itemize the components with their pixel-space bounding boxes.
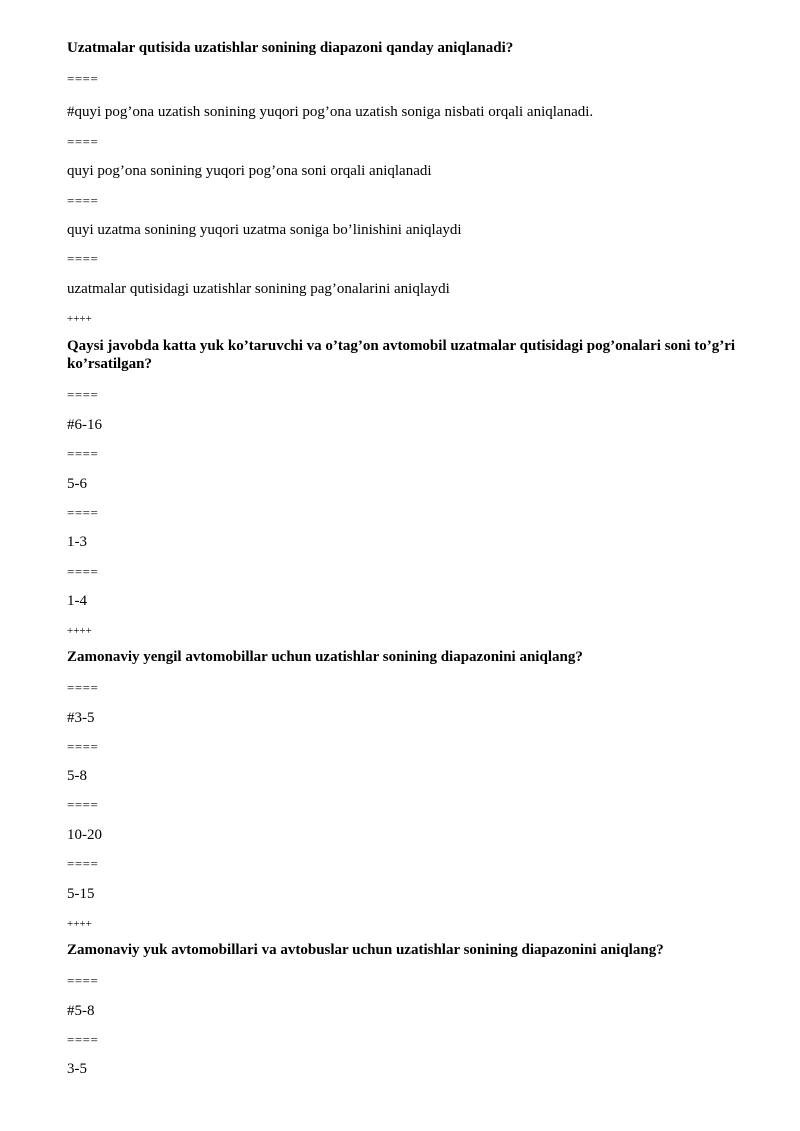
answer-3-3: 10-20 bbox=[67, 827, 102, 843]
answer-separator: ==== bbox=[67, 564, 99, 579]
answer-separator: ==== bbox=[67, 387, 99, 402]
answer-separator: ==== bbox=[67, 973, 99, 988]
answer-separator: ==== bbox=[67, 797, 99, 812]
answer-3-2: 5-8 bbox=[67, 768, 87, 784]
answer-2-3: 1-3 bbox=[67, 534, 87, 550]
answer-separator: ==== bbox=[67, 739, 99, 754]
answer-separator: ==== bbox=[67, 193, 99, 208]
answer-separator: ==== bbox=[67, 1032, 99, 1047]
question-4: Zamonaviy yuk avtomobillari va avtobuslar uchun uzatishlar sonining diapazonini aniqlang? bbox=[67, 942, 664, 958]
answer-separator: ==== bbox=[67, 680, 99, 695]
answer-separator: ==== bbox=[67, 251, 99, 266]
answer-separator: ==== bbox=[67, 71, 99, 86]
answer-separator: ==== bbox=[67, 134, 99, 149]
question-3: Zamonaviy yengil avtomobillar uchun uzatishlar sonining diapazonini aniqlang? bbox=[67, 649, 583, 665]
block-separator: ++++ bbox=[67, 625, 92, 637]
answer-2-4: 1-4 bbox=[67, 593, 87, 609]
block-separator: ++++ bbox=[67, 918, 92, 930]
answer-3-4: 5-15 bbox=[67, 886, 95, 902]
question-1: Uzatmalar qutisida uzatishlar sonining diapazoni qanday aniqlanadi? bbox=[67, 40, 514, 56]
answer-3-1: #3-5 bbox=[67, 710, 95, 726]
answer-1-3: quyi uzatma sonining yuqori uzatma soniga bo’linishini aniqlaydi bbox=[67, 222, 462, 238]
block-separator: ++++ bbox=[67, 313, 92, 325]
answer-1-2: quyi pog’ona sonining yuqori pog’ona soni orqali aniqlanadi bbox=[67, 163, 432, 179]
answer-4-1: #5-8 bbox=[67, 1003, 95, 1019]
answer-4-2: 3-5 bbox=[67, 1061, 87, 1077]
answer-1-4: uzatmalar qutisidagi uzatishlar sonining pag’onalarini aniqlaydi bbox=[67, 281, 450, 297]
answer-1-1: #quyi pog’ona uzatish sonining yuqori pog’ona uzatish soniga nisbati orqali aniqlanadi. bbox=[67, 104, 594, 120]
answer-separator: ==== bbox=[67, 446, 99, 461]
answer-2-1: #6-16 bbox=[67, 417, 102, 433]
answer-separator: ==== bbox=[67, 856, 99, 871]
answer-2-2: 5-6 bbox=[67, 476, 87, 492]
question-2: Qaysi javobda katta yuk ko’taruvchi va o’tag’on avtomobil uzatmalar qutisidagi pog’onalari soni to’g’ri ko’rsatilgan? bbox=[67, 338, 736, 372]
answer-separator: ==== bbox=[67, 505, 99, 520]
